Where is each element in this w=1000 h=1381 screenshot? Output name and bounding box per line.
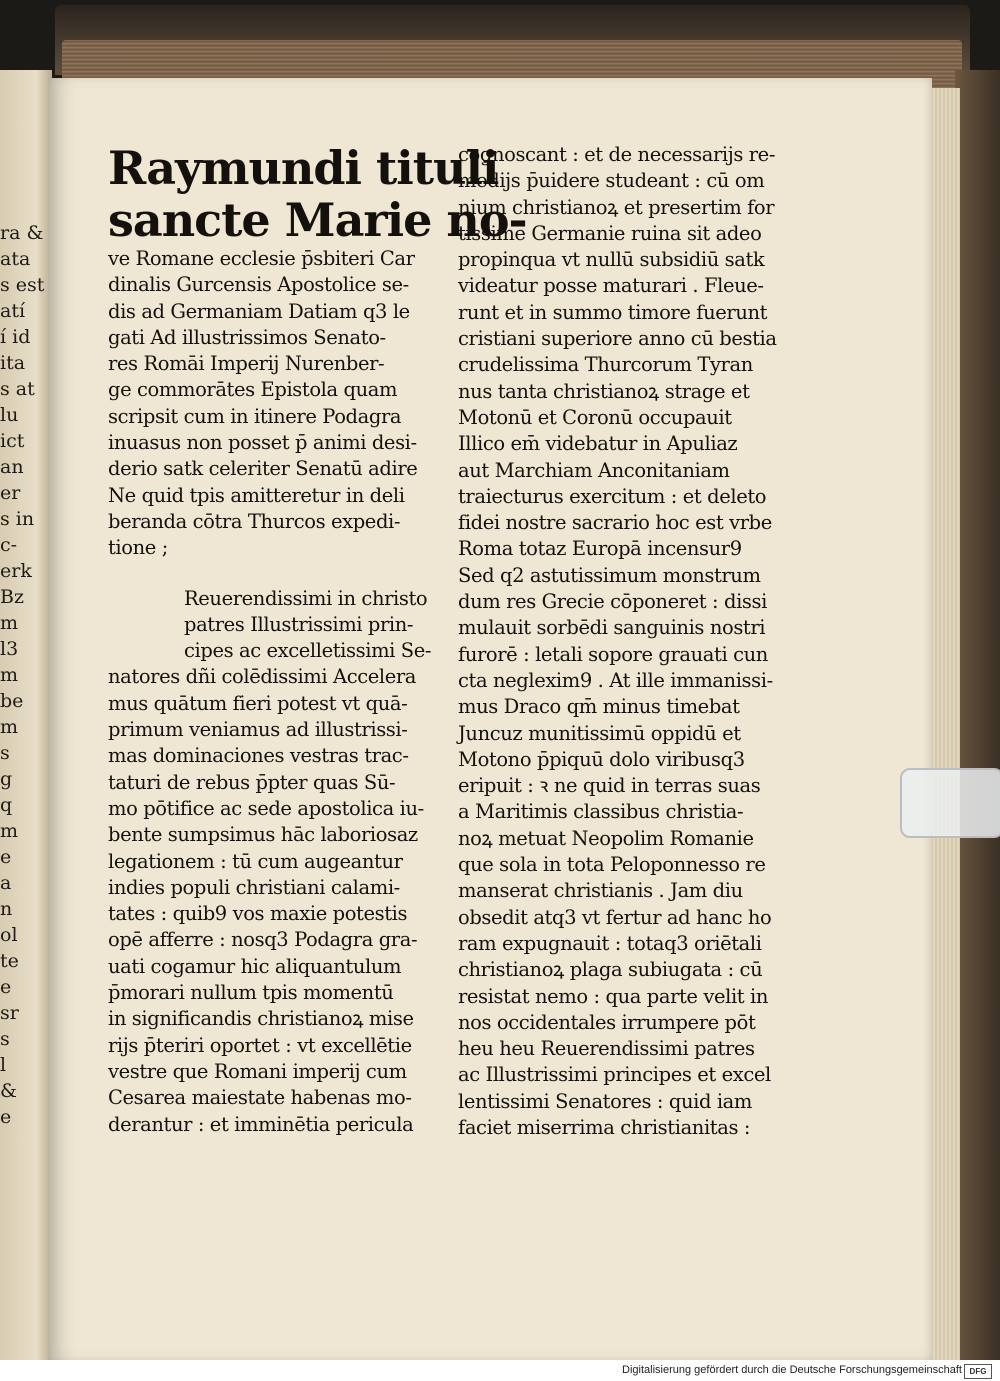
left-page-fragment: an	[0, 456, 24, 478]
book-cover-right	[955, 70, 1000, 1360]
text-line: Motono p̄piquū dolo viribusq3	[458, 747, 745, 771]
text-line: furorē : letali sopore grauati cun	[458, 642, 768, 666]
text-line: res Romāi Imperij Nurenber-	[108, 352, 385, 376]
column-left-body	[108, 664, 454, 1137]
text-line: inuasus non posset p̄ animi desi-	[108, 431, 417, 455]
text-line: que sola in tota Peloponnesso re	[458, 853, 766, 877]
text-line: cipes ac excelletissimi Se-	[184, 639, 432, 663]
text-line: manserat christianis . Jam diu	[458, 879, 743, 903]
text-line: mus quātum fieri potest vt quā-	[108, 691, 408, 715]
left-page-fragment: m	[0, 820, 19, 842]
column-left	[108, 141, 527, 1138]
text-line: Roma totaz Europā incensur9	[458, 537, 742, 561]
text-line: natores dñi colēdissimi Accelera	[108, 665, 417, 689]
column-right-body	[458, 142, 794, 1141]
text-line: Ne quid tpis amitteretur in deli	[108, 483, 405, 507]
text-line: uati cogamur hic aliquantulum	[108, 954, 402, 978]
left-page-fragment: ata	[0, 248, 31, 270]
column-left-intro	[108, 246, 454, 562]
left-page-fragment: Bz	[0, 586, 24, 608]
text-line: tione ;	[108, 536, 168, 560]
left-page-fragment: e	[0, 846, 12, 868]
text-line: Illico em̄ videbatur in Apuliaz	[458, 432, 738, 456]
heading-line-1: Raymundi tituli	[108, 141, 499, 195]
text-line: nus tanta christianoꝝ strage et	[458, 379, 750, 403]
text-line: eripuit : ꝛ ne quid in terras suas	[458, 774, 761, 798]
text-line: ram expugnauit : totaq3 oriētali	[458, 931, 762, 955]
left-page-fragment: s	[0, 1028, 10, 1050]
text-line: Juncuz munitissimū oppidū et	[458, 721, 741, 745]
text-line: derio satk celeriter Senatū adire	[108, 457, 418, 481]
left-page-fragment: n	[0, 898, 13, 920]
left-page-fragment: c-	[0, 534, 18, 556]
text-line: ve Romane ecclesie p̄sbiteri Car	[108, 247, 415, 270]
left-page-fragment: er	[0, 482, 21, 504]
text-line: scripsit cum in itinere Podagra	[108, 404, 402, 428]
text-line: mus Draco qm̄ minus timebat	[458, 695, 740, 719]
text-line: tissime Germanie ruina sit adeo	[458, 221, 762, 245]
text-line: resistat nemo : qua parte velit in	[458, 984, 769, 1008]
paragraph-gap	[108, 562, 454, 586]
left-page-fragment: s	[0, 742, 10, 764]
text-line: nium christianoꝝ et presertim for	[458, 195, 775, 219]
text-line: noꝝ metuat Neopolim Romanie	[458, 826, 754, 850]
left-page-fragment: m	[0, 664, 19, 686]
text-line: heu heu Reuerendissimi patres	[458, 1037, 755, 1061]
text-line: videatur posse maturari . Fleue-	[458, 274, 764, 298]
heading-line-2: sancte Marie no-	[108, 193, 527, 247]
text-line: dum res Grecie cōponeret : dissi	[458, 590, 767, 614]
text-line: rijs p̄teriri oportet : vt excellētie	[108, 1033, 412, 1057]
left-page-fragment: s est	[0, 274, 45, 296]
text-line: in significandis christianoꝝ mise	[108, 1007, 414, 1031]
text-line: fidei nostre sacrario hoc est vrbe	[458, 511, 772, 535]
left-page-fragment: s in	[0, 508, 35, 530]
left-page-fragment: ita	[0, 352, 26, 374]
column-right	[458, 142, 794, 1141]
text-line: crudelissima Thurcorum Tyran	[458, 353, 753, 377]
text-line: aut Marchiam Anconitaniam	[458, 458, 730, 482]
left-page-fragment: l	[0, 1054, 7, 1076]
left-page	[0, 70, 52, 1360]
left-page-fragment: be	[0, 690, 24, 712]
left-page-fragment: m	[0, 612, 19, 634]
text-line: legationem : tū cum augeantur	[108, 849, 403, 873]
text-line: Reuerendissimi in christo	[184, 586, 428, 610]
text-line: dis ad Germaniam Datiam q3 le	[108, 299, 410, 323]
column-left-indented	[108, 586, 454, 665]
text-line: bente sumpsimus hāc laboriosaz	[108, 823, 418, 847]
text-line: a Maritimis classibus christia-	[458, 800, 744, 824]
dfg-logo: DFG	[964, 1364, 992, 1379]
text-line: opē afferre : nosq3 Podagra gra-	[108, 928, 418, 952]
left-page-fragment: ra &	[0, 222, 44, 244]
text-line: Cesarea maiestate habenas mo-	[108, 1086, 412, 1110]
footer	[0, 1362, 1000, 1381]
text-line: traiecturus exercitum : et deleto	[458, 484, 767, 508]
left-page-fragment: &	[0, 1080, 17, 1102]
left-page-fragment: m	[0, 716, 19, 738]
text-line: mulauit sorbēdi sanguinis nostri	[458, 616, 766, 640]
text-line: obsedit atq3 vt fertur ad hanc ho	[458, 905, 772, 929]
footer-text: Digitalisierung gefördert durch die Deutsche Forschungsgemeinschaft	[622, 1364, 962, 1376]
text-line: lentissimi Senatores : quid iam	[458, 1089, 752, 1113]
text-line: mas dominaciones vestras trac-	[108, 744, 409, 768]
left-page-fragment: sr	[0, 1002, 19, 1024]
text-line: indies populi christiani calami-	[108, 875, 400, 899]
left-page-fragment: ict	[0, 430, 25, 452]
text-line: runt et in summo timore fuerunt	[458, 300, 768, 324]
left-page-fragments	[0, 220, 45, 1130]
text-line: vestre que Romani imperij cum	[108, 1059, 407, 1083]
text-line: faciet miserrima christianitas :	[458, 1115, 751, 1139]
text-line: ge commorātes Epistola quam	[108, 378, 398, 402]
text-line: mo pōtifice ac sede apostolica iu-	[108, 796, 424, 820]
left-page-fragment: g	[0, 768, 13, 790]
text-line: propinqua vt nullū subsidiū satk	[458, 248, 765, 272]
text-line: tates : quib9 vos maxie potestis	[108, 902, 408, 926]
text-line: medijs p̄uidere studeant : cū om	[458, 169, 765, 193]
bookmark-tab	[900, 768, 1000, 838]
text-line: Sed q2 astutissimum monstrum	[458, 563, 761, 587]
text-line: christianoꝝ plaga subiugata : cū	[458, 958, 763, 982]
left-page-fragment: e	[0, 1106, 12, 1128]
text-line: gati Ad illustrissimos Senato-	[108, 325, 386, 349]
text-line: taturi de rebus p̄pter quas Sū-	[108, 770, 396, 794]
left-page-fragment: ol	[0, 924, 18, 946]
left-page-fragment: te	[0, 950, 19, 972]
left-page-fragment: atí	[0, 300, 26, 322]
left-page-fragment: q	[0, 794, 13, 816]
text-line: dinalis Gurcensis Apostolice se-	[108, 273, 409, 297]
left-page-fragment: l3	[0, 638, 19, 660]
text-line: cognoscant : et de necessarijs re-	[458, 143, 776, 166]
left-page-fragment: a	[0, 872, 12, 894]
text-line: ac Illustrissimi principes et excel	[458, 1063, 771, 1087]
left-page-fragment: s at	[0, 378, 35, 400]
text-line: nos occidentales irrumpere pōt	[458, 1010, 756, 1034]
text-line: p̄morari nullum tpis momentū	[108, 981, 394, 1005]
left-page-fragment: e	[0, 976, 12, 998]
page-stack	[930, 88, 960, 1360]
left-page-fragment: í id	[0, 326, 31, 348]
text-line: primum veniamus ad illustrissi-	[108, 718, 408, 742]
text-line: Motonū et Coronū occupauit	[458, 405, 732, 429]
text-line: cta neglexim9 . At ille immanissi-	[458, 668, 773, 692]
text-line: beranda cōtra Thurcos expedi-	[108, 509, 401, 533]
left-page-fragment: erk	[0, 560, 32, 582]
text-line: derantur : et imminētia pericula	[108, 1112, 414, 1136]
text-line: cristiani superiore anno cū bestia	[458, 327, 777, 351]
left-page-fragment: lu	[0, 404, 19, 426]
text-line: patres Illustrissimi prin-	[184, 612, 414, 636]
